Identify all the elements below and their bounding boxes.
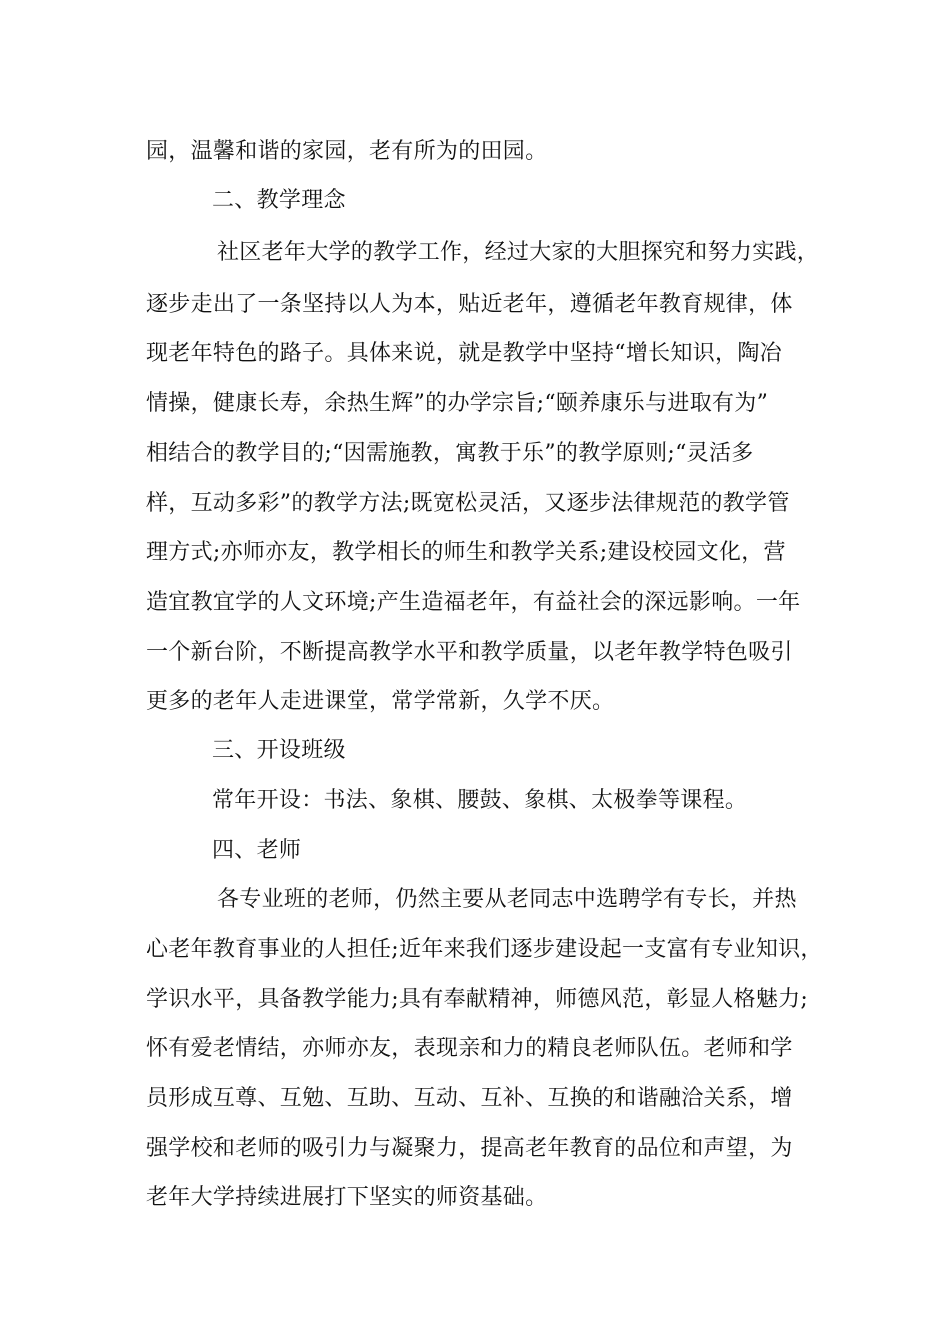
text-line: 园，温馨和谐的家园，老有所为的田园。 [146,139,548,164]
section-heading-teaching-philosophy: 二、教学理念 [212,188,346,213]
text-line: 强学校和老师的吸引力与凝聚力，提高老年教育的品位和声望，为 [146,1136,793,1161]
text-line: 员形成互尊、互勉、互助、互动、互补、互换的和谐融洽关系，增 [146,1086,793,1111]
text-line: 心老年教育事业的人担任;近年来我们逐步建设起一支富有专业知识， [146,937,823,962]
section-heading-teachers: 四、老师 [212,838,302,863]
text-line: 更多的老年人走进课堂，常学常新，久学不厌。 [146,689,615,714]
text-line: 样，互动多彩”的教学方法;既宽松灵活，又逐步法律规范的教学管 [146,491,790,516]
text-line: 各专业班的老师，仍然主要从老同志中选聘学有专长，并热 [217,887,797,912]
text-line: 造宜教宜学的人文环境;产生造福老年，有益社会的深远影响。一年 [146,590,801,615]
text-line: 老年大学持续进展打下坚实的师资基础。 [146,1185,548,1210]
text-line: 情操，健康长寿，余热生辉”的办学宗旨;“颐养康乐与进取有为” [146,391,769,416]
text-line: 相结合的教学目的;“因需施教，寓教于乐”的教学原则;“灵活多 [146,441,754,466]
text-line: 一个新台阶，不断提高教学水平和教学质量，以老年教学特色吸引 [146,640,793,665]
section-heading-classes: 三、开设班级 [212,738,346,763]
text-line: 学识水平，具备教学能力;具有奉献精神，师德风范，彰显人格魅力; [146,987,809,1012]
text-line: 理方式;亦师亦友，教学相长的师生和教学关系;建设校园文化，营 [146,540,786,565]
text-line: 怀有爱老情结，亦师亦友，表现亲和力的精良老师队伍。老师和学 [146,1036,793,1061]
text-line: 逐步走出了一条坚持以人为本，贴近老年，遵循老年教育规律，体 [146,292,793,317]
text-line: 常年开设：书法、象棋、腰鼓、象棋、太极拳等课程。 [212,788,748,813]
text-line: 现老年特色的路子。具体来说，就是教学中坚持“增长知识，陶冶 [146,341,782,366]
text-line: 社区老年大学的教学工作，经过大家的大胆探究和努力实践， [217,240,820,265]
